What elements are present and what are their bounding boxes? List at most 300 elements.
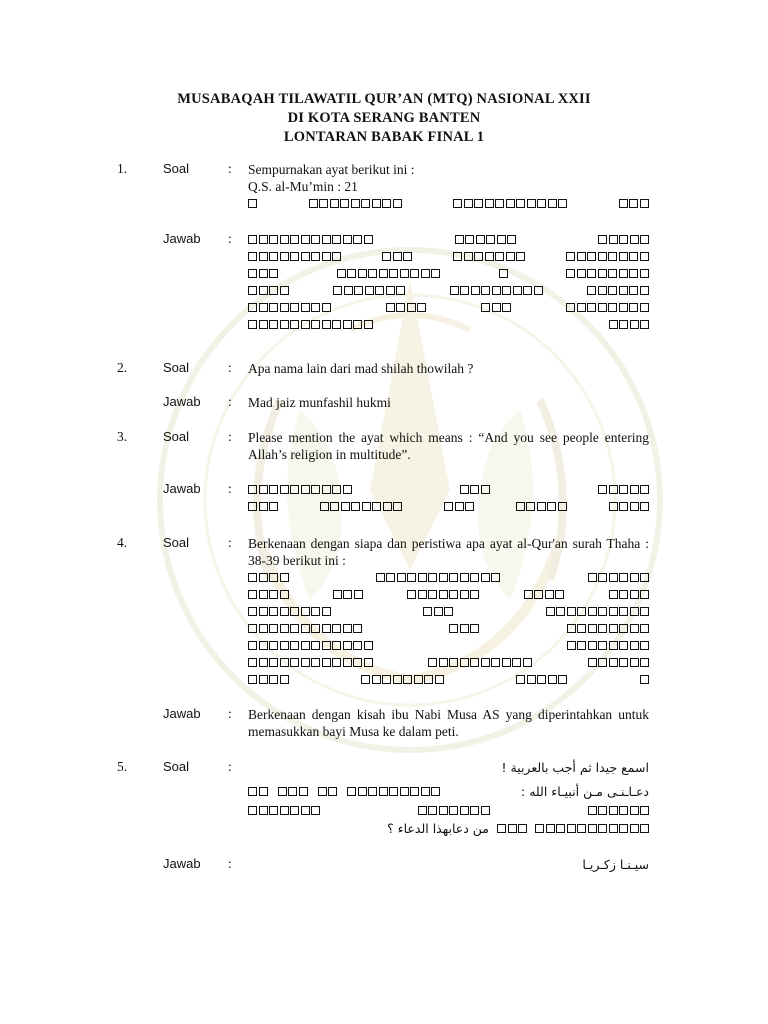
missing-glyph-box <box>640 824 649 833</box>
missing-glyph-box <box>567 824 576 833</box>
missing-glyph-box <box>577 641 586 650</box>
missing-glyph-box <box>566 303 575 312</box>
missing-glyph-box <box>537 199 546 208</box>
missing-glyph-box <box>598 235 607 244</box>
missing-glyph-box <box>301 641 310 650</box>
jawab-arabic: سيـنـا زكـريـا <box>582 857 649 872</box>
missing-glyph-box <box>609 320 618 329</box>
missing-glyph-box <box>640 303 649 312</box>
missing-glyph-box <box>389 787 398 796</box>
missing-glyph-box <box>558 502 567 511</box>
missing-glyph-box <box>537 675 546 684</box>
missing-glyph-box <box>269 485 278 494</box>
missing-glyph-box <box>418 806 427 815</box>
missing-glyph-box <box>471 286 480 295</box>
missing-glyph-box <box>497 235 506 244</box>
missing-glyph-box <box>460 590 469 599</box>
missing-glyph-box <box>332 235 341 244</box>
missing-glyph-box <box>376 573 385 582</box>
missing-glyph-box <box>418 590 427 599</box>
missing-glyph-box <box>319 199 328 208</box>
missing-glyph-word <box>567 624 650 633</box>
missing-glyph-box <box>353 624 362 633</box>
missing-glyph-box <box>259 590 268 599</box>
soal-label: Soal <box>163 161 190 176</box>
missing-glyph-word <box>248 607 331 616</box>
missing-glyph-box <box>444 607 453 616</box>
missing-glyph-box <box>358 269 367 278</box>
missing-glyph-box <box>535 824 544 833</box>
missing-glyph-box <box>470 806 479 815</box>
soal-label: Soal <box>163 429 190 444</box>
missing-glyph-box <box>290 806 299 815</box>
missing-glyph-word <box>598 235 649 244</box>
missing-glyph-box <box>259 269 268 278</box>
missing-glyph-word <box>248 286 289 295</box>
missing-glyph-box <box>598 573 607 582</box>
missing-glyph-box <box>455 502 464 511</box>
arabic-ayah-line <box>248 586 649 603</box>
missing-glyph-box <box>439 590 448 599</box>
colon: : <box>228 706 232 721</box>
missing-glyph-word <box>598 485 649 494</box>
arabic-instruction: اسمع جيدا ثم أجب بالعربية ! <box>501 760 649 775</box>
missing-glyph-box <box>485 252 494 261</box>
missing-glyph-box <box>407 573 416 582</box>
missing-glyph-box <box>485 199 494 208</box>
missing-glyph-box <box>516 252 525 261</box>
missing-glyph-box <box>386 573 395 582</box>
arabic-ayah-line <box>248 231 649 248</box>
missing-glyph-box <box>491 658 500 667</box>
missing-glyph-word <box>320 502 403 511</box>
missing-glyph-box <box>278 787 287 796</box>
missing-glyph-box <box>474 199 483 208</box>
arabic-ayah-line <box>248 282 649 299</box>
missing-glyph-box <box>474 252 483 261</box>
missing-glyph-box <box>609 607 618 616</box>
missing-glyph-box <box>393 199 402 208</box>
missing-glyph-box <box>502 286 511 295</box>
missing-glyph-box <box>630 320 639 329</box>
missing-glyph-box <box>269 502 278 511</box>
missing-glyph-box <box>269 658 278 667</box>
missing-glyph-box <box>537 502 546 511</box>
missing-glyph-box <box>364 320 373 329</box>
jawab-text: Mad jaiz munfashil hukmi <box>248 395 391 410</box>
missing-glyph-box <box>619 658 628 667</box>
missing-glyph-box <box>259 806 268 815</box>
missing-glyph-box <box>502 658 511 667</box>
missing-glyph-box <box>343 485 352 494</box>
missing-glyph-box <box>259 787 268 796</box>
missing-glyph-box <box>640 252 649 261</box>
missing-glyph-box <box>311 607 320 616</box>
missing-glyph-box <box>556 607 565 616</box>
missing-glyph-box <box>588 806 597 815</box>
soal-label: Soal <box>163 759 190 774</box>
missing-glyph-word <box>481 303 511 312</box>
missing-glyph-box <box>640 658 649 667</box>
colon: : <box>228 429 232 444</box>
arabic-ayah-line <box>497 820 649 837</box>
missing-glyph-word <box>566 252 649 261</box>
missing-glyph-box <box>424 675 433 684</box>
missing-glyph-box <box>269 235 278 244</box>
missing-glyph-box <box>460 485 469 494</box>
missing-glyph-box <box>269 573 278 582</box>
missing-glyph-box <box>577 824 586 833</box>
jawab-label: Jawab <box>163 856 201 871</box>
missing-glyph-box <box>372 675 381 684</box>
missing-glyph-box <box>322 252 331 261</box>
missing-glyph-box <box>629 252 638 261</box>
colon: : <box>228 360 232 375</box>
missing-glyph-box <box>640 607 649 616</box>
missing-glyph-box <box>546 607 555 616</box>
missing-glyph-box <box>470 590 479 599</box>
missing-glyph-box <box>299 787 308 796</box>
missing-glyph-box <box>470 658 479 667</box>
missing-glyph-word <box>361 675 444 684</box>
missing-glyph-box <box>507 235 516 244</box>
missing-glyph-box <box>619 199 628 208</box>
missing-glyph-box <box>450 286 459 295</box>
missing-glyph-box <box>523 286 532 295</box>
missing-glyph-box <box>460 573 469 582</box>
missing-glyph-box <box>379 269 388 278</box>
arabic-ayah-line <box>248 671 649 688</box>
missing-glyph-box <box>439 573 448 582</box>
missing-glyph-box <box>311 320 320 329</box>
header-title: MUSABAQAH TILAWATIL QUR’AN (MTQ) NASIONAL XXII <box>177 91 591 107</box>
missing-glyph-box <box>598 303 607 312</box>
missing-glyph-word <box>418 806 490 815</box>
missing-glyph-box <box>330 199 339 208</box>
missing-glyph-box <box>414 675 423 684</box>
missing-glyph-word <box>567 641 650 650</box>
missing-glyph-box <box>396 303 405 312</box>
missing-glyph-word <box>309 199 402 208</box>
missing-glyph-box <box>558 199 567 208</box>
missing-glyph-box <box>259 235 268 244</box>
missing-glyph-box <box>248 199 257 208</box>
missing-glyph-box <box>630 824 639 833</box>
arabic-ayah-line <box>248 265 649 282</box>
missing-glyph-box <box>619 590 628 599</box>
missing-glyph-word <box>619 199 649 208</box>
missing-glyph-box <box>629 286 638 295</box>
header-round: LONTARAN BABAK FINAL 1 <box>283 129 485 145</box>
missing-glyph-box <box>330 502 339 511</box>
missing-glyph-box <box>269 675 278 684</box>
missing-glyph-box <box>311 641 320 650</box>
missing-glyph-box <box>322 658 331 667</box>
missing-glyph-box <box>353 320 362 329</box>
missing-glyph-word <box>546 607 650 616</box>
missing-glyph-box <box>417 303 426 312</box>
missing-glyph-box <box>548 199 557 208</box>
missing-glyph-box <box>428 573 437 582</box>
missing-glyph-box <box>444 502 453 511</box>
missing-glyph-box <box>248 269 257 278</box>
missing-glyph-box <box>491 573 500 582</box>
missing-glyph-box <box>640 806 649 815</box>
missing-glyph-box <box>577 303 586 312</box>
missing-glyph-box <box>332 641 341 650</box>
missing-glyph-box <box>340 199 349 208</box>
missing-glyph-box <box>506 199 515 208</box>
missing-glyph-box <box>368 787 377 796</box>
missing-glyph-box <box>619 641 628 650</box>
missing-glyph-box <box>598 658 607 667</box>
missing-glyph-box <box>587 303 596 312</box>
missing-glyph-box <box>280 485 289 494</box>
missing-glyph-box <box>547 502 556 511</box>
missing-glyph-box <box>290 485 299 494</box>
missing-glyph-box <box>630 590 639 599</box>
missing-glyph-word <box>453 199 567 208</box>
missing-glyph-box <box>311 806 320 815</box>
missing-glyph-box <box>393 252 402 261</box>
missing-glyph-word <box>588 806 650 815</box>
missing-glyph-box <box>587 269 596 278</box>
missing-glyph-word <box>248 303 331 312</box>
missing-glyph-box <box>434 607 443 616</box>
missing-glyph-word <box>248 806 320 815</box>
missing-glyph-box <box>354 590 363 599</box>
missing-glyph-box <box>269 320 278 329</box>
missing-glyph-box <box>248 286 257 295</box>
missing-glyph-box <box>619 824 628 833</box>
missing-glyph-box <box>332 252 341 261</box>
missing-glyph-word <box>587 286 649 295</box>
missing-glyph-box <box>288 787 297 796</box>
missing-glyph-word <box>566 303 649 312</box>
missing-glyph-box <box>619 303 628 312</box>
soal-label: Soal <box>163 535 190 550</box>
missing-glyph-box <box>343 624 352 633</box>
missing-glyph-box <box>280 286 289 295</box>
missing-glyph-word <box>453 252 525 261</box>
missing-glyph-box <box>470 573 479 582</box>
jawab-label: Jawab <box>163 481 201 496</box>
missing-glyph-box <box>598 269 607 278</box>
missing-glyph-box <box>280 641 289 650</box>
missing-glyph-word <box>333 590 363 599</box>
missing-glyph-box <box>248 658 257 667</box>
missing-glyph-box <box>301 624 310 633</box>
missing-glyph-box <box>609 624 618 633</box>
missing-glyph-box <box>481 806 490 815</box>
missing-glyph-box <box>516 675 525 684</box>
missing-glyph-box <box>301 806 310 815</box>
missing-glyph-box <box>259 641 268 650</box>
missing-glyph-box <box>248 573 257 582</box>
missing-glyph-word <box>428 658 532 667</box>
missing-glyph-box <box>609 485 618 494</box>
arabic-ayah-line <box>248 603 649 620</box>
question-number: 1. <box>117 161 128 176</box>
missing-glyph-word <box>248 573 289 582</box>
arabic-ayah-line <box>248 654 649 671</box>
missing-glyph-box <box>365 286 374 295</box>
missing-glyph-box <box>492 286 501 295</box>
missing-glyph-box <box>368 269 377 278</box>
missing-glyph-box <box>322 235 331 244</box>
jawab-text: Berkenaan dengan kisah ibu Nabi Musa AS yang diperintahkan untuk memasukkan bayi Musa ke dalam peti. <box>248 707 649 739</box>
missing-glyph-word <box>588 573 650 582</box>
missing-glyph-box <box>372 502 381 511</box>
missing-glyph-box <box>351 502 360 511</box>
missing-glyph-box <box>609 641 618 650</box>
missing-glyph-box <box>280 806 289 815</box>
missing-glyph-box <box>259 485 268 494</box>
missing-glyph-box <box>320 502 329 511</box>
jawab-text <box>248 231 649 333</box>
arabic-ayah-line <box>248 637 649 654</box>
missing-glyph-box <box>495 252 504 261</box>
missing-glyph-box <box>301 235 310 244</box>
missing-glyph-box <box>598 624 607 633</box>
arabic-ayah-line <box>248 248 649 265</box>
missing-glyph-word <box>609 502 650 511</box>
missing-glyph-box <box>608 286 617 295</box>
missing-glyph-box <box>386 286 395 295</box>
missing-glyph-box <box>301 303 310 312</box>
soal-text: Apa nama lain dari mad shilah thowilah ? <box>248 361 474 376</box>
missing-glyph-box <box>421 787 430 796</box>
missing-glyph-box <box>290 235 299 244</box>
missing-glyph-box <box>259 607 268 616</box>
missing-glyph-box <box>609 502 618 511</box>
missing-glyph-box <box>311 235 320 244</box>
jawab-label: Jawab <box>163 706 201 721</box>
missing-glyph-box <box>577 624 586 633</box>
missing-glyph-box <box>548 675 557 684</box>
missing-glyph-box <box>629 199 638 208</box>
missing-glyph-word <box>248 199 257 208</box>
missing-glyph-box <box>375 286 384 295</box>
missing-glyph-box <box>364 658 373 667</box>
colon: : <box>228 759 232 774</box>
missing-glyph-box <box>361 675 370 684</box>
missing-glyph-box <box>311 303 320 312</box>
missing-glyph-word <box>449 624 479 633</box>
missing-glyph-box <box>465 502 474 511</box>
missing-glyph-box <box>518 824 527 833</box>
missing-glyph-box <box>269 607 278 616</box>
missing-glyph-box <box>269 303 278 312</box>
missing-glyph-box <box>428 658 437 667</box>
missing-glyph-word <box>248 658 373 667</box>
missing-glyph-box <box>280 590 289 599</box>
missing-glyph-box <box>428 806 437 815</box>
missing-glyph-box <box>455 235 464 244</box>
missing-glyph-word <box>248 269 278 278</box>
arabic-ayah-line <box>248 802 649 819</box>
missing-glyph-box <box>322 485 331 494</box>
missing-glyph-word <box>248 485 352 494</box>
missing-glyph-box <box>301 320 310 329</box>
missing-glyph-box <box>393 675 402 684</box>
missing-glyph-word <box>640 675 649 684</box>
colon: : <box>228 394 232 409</box>
missing-glyph-box <box>248 485 257 494</box>
missing-glyph-box <box>598 607 607 616</box>
missing-glyph-box <box>516 199 525 208</box>
missing-glyph-box <box>608 269 617 278</box>
missing-glyph-box <box>407 303 416 312</box>
missing-glyph-box <box>280 303 289 312</box>
colon: : <box>228 161 232 176</box>
missing-glyph-box <box>476 235 485 244</box>
missing-glyph-box <box>508 824 517 833</box>
missing-glyph-box <box>364 641 373 650</box>
missing-glyph-box <box>481 658 490 667</box>
missing-glyph-word <box>347 787 440 796</box>
missing-glyph-box <box>492 303 501 312</box>
missing-glyph-box <box>393 502 402 511</box>
missing-glyph-box <box>567 624 576 633</box>
missing-glyph-box <box>609 658 618 667</box>
missing-glyph-box <box>640 199 649 208</box>
missing-glyph-box <box>527 675 536 684</box>
missing-glyph-box <box>609 824 618 833</box>
missing-glyph-box <box>343 641 352 650</box>
missing-glyph-box <box>280 320 289 329</box>
missing-glyph-box <box>311 252 320 261</box>
missing-glyph-word <box>588 658 650 667</box>
missing-glyph-box <box>301 252 310 261</box>
missing-glyph-word <box>382 252 412 261</box>
missing-glyph-box <box>259 252 268 261</box>
missing-glyph-box <box>259 624 268 633</box>
missing-glyph-box <box>280 573 289 582</box>
missing-glyph-box <box>439 658 448 667</box>
missing-glyph-box <box>640 573 649 582</box>
missing-glyph-box <box>248 607 257 616</box>
missing-glyph-box <box>311 658 320 667</box>
missing-glyph-box <box>566 269 575 278</box>
missing-glyph-box <box>332 485 341 494</box>
missing-glyph-box <box>587 286 596 295</box>
missing-glyph-box <box>259 675 268 684</box>
missing-glyph-box <box>343 658 352 667</box>
arabic-ayah-line <box>248 620 649 637</box>
missing-glyph-word <box>248 320 373 329</box>
missing-glyph-box <box>619 502 628 511</box>
missing-glyph-box <box>630 641 639 650</box>
missing-glyph-word <box>248 624 362 633</box>
colon: : <box>228 535 232 550</box>
missing-glyph-box <box>290 320 299 329</box>
missing-glyph-box <box>309 199 318 208</box>
missing-glyph-box <box>343 320 352 329</box>
missing-glyph-box <box>400 269 409 278</box>
missing-glyph-box <box>332 658 341 667</box>
missing-glyph-box <box>460 286 469 295</box>
missing-glyph-box <box>640 590 649 599</box>
missing-glyph-box <box>347 269 356 278</box>
missing-glyph-box <box>481 303 490 312</box>
missing-glyph-box <box>629 269 638 278</box>
missing-glyph-box <box>629 303 638 312</box>
missing-glyph-box <box>640 502 649 511</box>
missing-glyph-box <box>351 199 360 208</box>
missing-glyph-box <box>290 624 299 633</box>
missing-glyph-box <box>322 607 331 616</box>
